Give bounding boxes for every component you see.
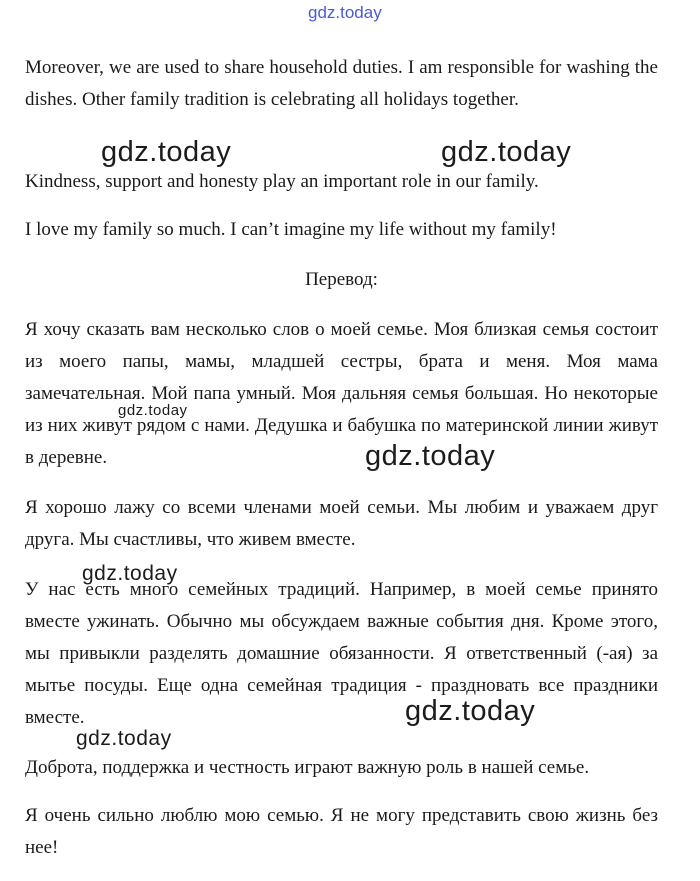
watermark-logo: gdz.today: [405, 695, 536, 727]
paragraph-russian-1: Я хочу сказать вам несколько слов о моей семье. Моя близкая семья состоит из моего папы, мамы, младшей сестры, брата и меня. Моя мама замечательная. Мой папа умный. Моя дальняя семья большая. Но некоторые из них живут рядом с нами. Дедушка и бабушка по материнской линии живут в деревне.: [25, 319, 658, 468]
paragraph-english-1: Moreover, we are used to share household duties. I am responsible for washing the dishes. Other family tradition is celebrating all holidays together.: [25, 57, 658, 110]
translation-heading: Перевод:: [305, 269, 378, 290]
watermark-logo: gdz.today: [101, 136, 232, 168]
paragraph-russian-2: Я хорошо лажу со всеми членами моей семьи. Мы любим и уважаем друг друга. Мы счастливы, что живем вместе.: [25, 497, 658, 550]
watermark-logo: gdz.today: [308, 3, 382, 22]
paragraph-russian-3: У нас есть много семейных традиций. Например, в моей семье принято вместе ужинать. Обычно мы обсуждаем важные события дня. Кроме этого, мы привыкли разделять домашние обязанности. Я ответственный (-ая) за мытье посуды. Еще одна семейная традиция - праздновать все праздники вместе.: [25, 579, 658, 728]
paragraph-russian-5: Я очень сильно люблю мою семью. Я не могу представить свою жизнь без нее!: [25, 805, 658, 858]
paragraph-english-3: I love my family so much. I can’t imagine my life without my family!: [25, 219, 557, 240]
watermark-logo: gdz.today: [441, 136, 572, 168]
watermark-logo: gdz.today: [118, 402, 188, 419]
watermark-logo: gdz.today: [76, 727, 172, 750]
watermark-logo: gdz.today: [365, 440, 496, 472]
paragraph-english-2: Kindness, support and honesty play an important role in our family.: [25, 171, 539, 192]
watermark-logo: gdz.today: [82, 562, 178, 585]
paragraph-russian-4: Доброта, поддержка и честность играют важную роль в нашей семье.: [25, 757, 590, 778]
